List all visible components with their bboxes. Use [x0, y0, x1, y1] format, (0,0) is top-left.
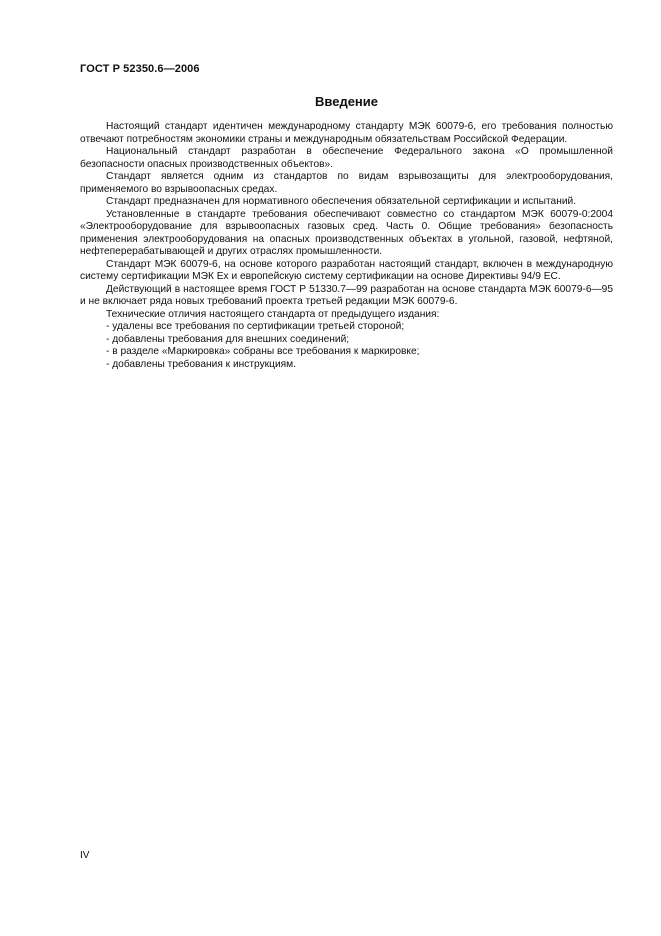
document-code-header: ГОСТ Р 52350.6—2006 [80, 63, 200, 75]
section-body [80, 121, 613, 371]
list-item: - добавлены требования для внешних соединений; [106, 333, 350, 345]
paragraph: Стандарт предназначен для нормативного обеспечения обязательной сертификации и испытаний. [106, 196, 577, 207]
paragraph: Действующий в настоящее время ГОСТ Р 51330.7—99 разработан на основе стандарта МЭК 60079-6—95 и не включает ряда новых требований проекта третьей редакции МЭК 60079-6. [80, 283, 613, 307]
differences-list [80, 321, 613, 371]
paragraph: Настоящий стандарт идентичен международному стандарту МЭК 60079-6, его требования полностью отвечают потребностям экономики страны и международным обязательствам Российской Федерации. [80, 121, 613, 145]
paragraph: Установленные в стандарте требования обеспечивают совместно со стандартом МЭК 60079-0:2004 «Электрооборудование для взрывоопасных газовых сред. Часть 0. Общие требования» безопасность применения электрооборудования на опасных производственных объектах в угольной, газовой, нефтяной, нефтеперерабатывающей и других отраслях промышленности. [80, 208, 613, 257]
list-item: - добавлены требования к инструкциям. [106, 358, 297, 370]
paragraph: Технические отличия настоящего стандарта от предыдущего издания: [106, 308, 440, 320]
paragraph: Национальный стандарт разработан в обеспечение Федерального закона «О промышленной безопасности опасных производственных объектов». [80, 146, 613, 170]
paragraph: Стандарт является одним из стандартов по видам взрывозащиты для электрооборудования, применяемого во взрывоопасных средах. [80, 171, 613, 195]
page-number: IV [80, 850, 90, 861]
section-title: Введение [315, 94, 378, 109]
list-item: - удалены все требования по сертификации третьей стороной; [106, 321, 405, 332]
paragraph: Стандарт МЭК 60079-6, на основе которого разработан настоящий стандарт, включен в международную систему сертификации МЭК Ex и европейскую систему сертификации на основе Директивы 94/9 ЕС. [80, 258, 613, 282]
list-item: - в разделе «Маркировка» собраны все требования к маркировке; [106, 346, 420, 357]
